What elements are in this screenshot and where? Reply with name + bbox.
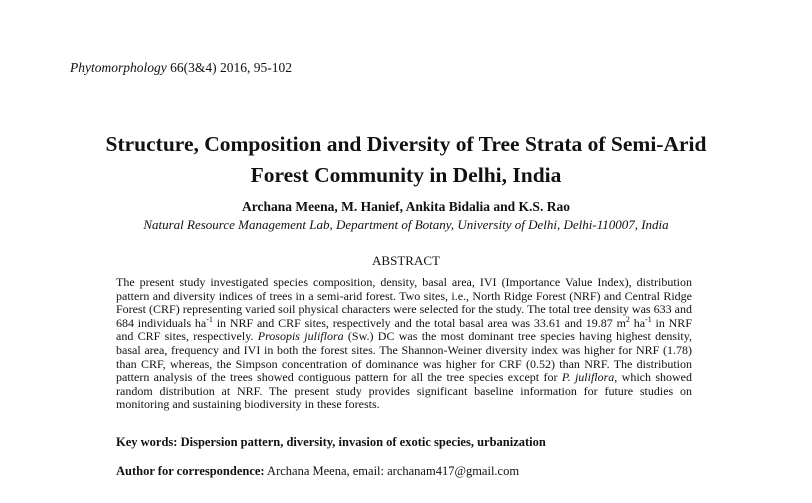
correspondence-details: Archana Meena, email: archanam417@gmail.com	[264, 464, 520, 478]
paper-title-line-2: Forest Community in Delhi, India	[250, 163, 562, 187]
paper-title	[40, 129, 772, 191]
species-name-p-juliflora: P. juliflora,	[561, 370, 618, 385]
abstract-text	[116, 276, 692, 412]
abstract-part-5: (Sw.) DC was the most dominant tree species having highest density, basal area, frequency and IVI in both the forest sites. The Shannon-Weiner diversity index was higher for NRF (1.78) than CRF, whereas, the Simpson concentration of dominance was higher for CRF (0.52) than NRF. The distribution pattern analysis of the trees showed contiguous pattern for all the tree species except for	[116, 329, 692, 385]
abstract-part-4: in NRF and CRF sites, respectively.	[116, 315, 692, 344]
keywords: Key words: Dispersion pattern, diversity, invasion of exotic species, urbanization	[116, 435, 546, 449]
correspondence-label: Author for correspondence:	[116, 464, 265, 478]
abstract-superscript-2: 2	[625, 314, 630, 324]
abstract-superscript-1: -1	[206, 314, 213, 324]
journal-name: Phytomorphology	[70, 60, 167, 75]
abstract-heading: ABSTRACT	[372, 253, 440, 268]
author-affiliation: Natural Resource Management Lab, Department of Botany, University of Delhi, Delhi-110007, India	[143, 217, 669, 232]
correspondence	[116, 463, 692, 479]
abstract-part-2: in NRF and CRF sites, respectively and the total basal area was 33.61 and 19.87 m	[212, 315, 626, 330]
species-name-prosopis: Prosopis juliflora	[257, 329, 344, 344]
abstract-part-6: which showed random distribution at NRF. The present study provides significant baseline information for future studies on monitoring and sustaining biodiversity in these forests.	[116, 370, 693, 412]
abstract-part-1: The present study investigated species composition, density, basal area, IVI (Importance Value Index), distribution pattern and diversity indices of trees in a semi-arid forest. Two sites, i.e., North Ridge Forest (NRF) and Central Ridge Forest (CRF) representing varied soil physical characters were selected for the study. The total tree density was 633 and 684 individuals ha	[116, 275, 692, 330]
abstract-part-3: ha	[629, 315, 646, 330]
author-list: Archana Meena, M. Hanief, Ankita Bidalia and K.S. Rao	[242, 199, 570, 214]
paper-title-line-1: Structure, Composition and Diversity of Tree Strata of Semi-Arid	[105, 132, 707, 156]
abstract-superscript-3: -1	[645, 314, 652, 324]
journal-citation	[70, 59, 292, 77]
journal-details: 66(3&4) 2016, 95-102	[170, 60, 292, 75]
